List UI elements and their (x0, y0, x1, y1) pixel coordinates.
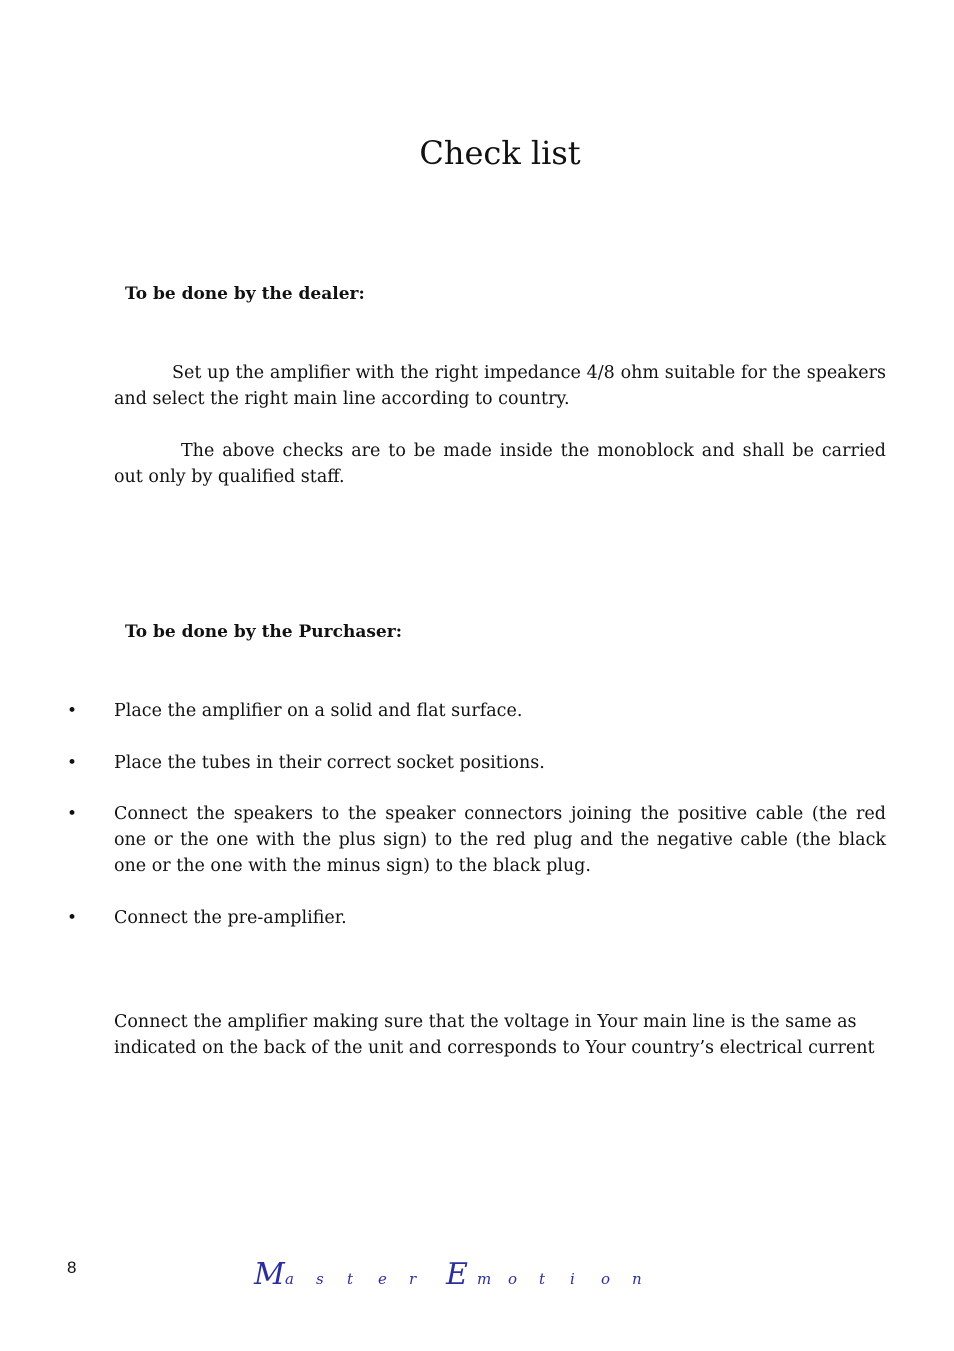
wordmark-letter: M (254, 1258, 285, 1292)
bullet-icon: • (67, 804, 78, 824)
checklist-item (67, 750, 886, 776)
voltage-paragraph: Connect the amplifier making sure that the voltage in Your main line is the same as indicated on the back of the unit and corresponds to Your country’s electrical current (114, 1012, 875, 1058)
page-title: Check list (419, 134, 581, 172)
checklist-item-text: Place the tubes in their correct socket positions. (114, 753, 545, 773)
dealer-section-heading: To be done by the dealer: (125, 284, 365, 304)
bullet-icon: • (67, 908, 78, 928)
checklist-item (67, 698, 886, 724)
wordmark-letter: e (378, 1270, 387, 1288)
purchaser-section-heading: To be done by the Purchaser: (125, 622, 402, 642)
wordmark-letter: i (570, 1270, 575, 1288)
dealer-paragraph-checks: The above checks are to be made inside the monoblock and shall be carried out only by qualified staff. (114, 441, 886, 487)
wordmark-letter: E (446, 1258, 468, 1292)
wordmark-letter: m (477, 1270, 492, 1288)
wordmark-letter: r (409, 1270, 417, 1288)
checklist-item (67, 905, 886, 931)
checklist-item-text: Place the amplifier on a solid and flat surface. (114, 701, 523, 721)
wordmark-letter: t (539, 1270, 546, 1288)
checklist-item-text: Connect the pre-amplifier. (114, 908, 347, 928)
checklist-item-text: Connect the speakers to the speaker connectors joining the positive cable (the red one or the one with the plus sign) to the red plug and the negative cable (the black one or the one with the minus sign) to the black plug. (114, 804, 886, 876)
bullet-icon: • (67, 753, 78, 773)
wordmark-letter: s (316, 1270, 324, 1288)
wordmark-letter: t (347, 1270, 354, 1288)
brand-logo (250, 1258, 690, 1294)
dealer-paragraph-setup: Set up the amplifier with the right impedance 4/8 ohm suitable for the speakers and select the right main line according to country. (114, 363, 886, 409)
wordmark-letter: o (508, 1270, 518, 1288)
checklist-item (67, 801, 886, 879)
page-number: 8 (67, 1258, 77, 1277)
wordmark-letter: a (285, 1270, 294, 1288)
wordmark-letter: o (601, 1270, 611, 1288)
bullet-icon: • (67, 701, 78, 721)
wordmark-letter: n (632, 1270, 642, 1288)
